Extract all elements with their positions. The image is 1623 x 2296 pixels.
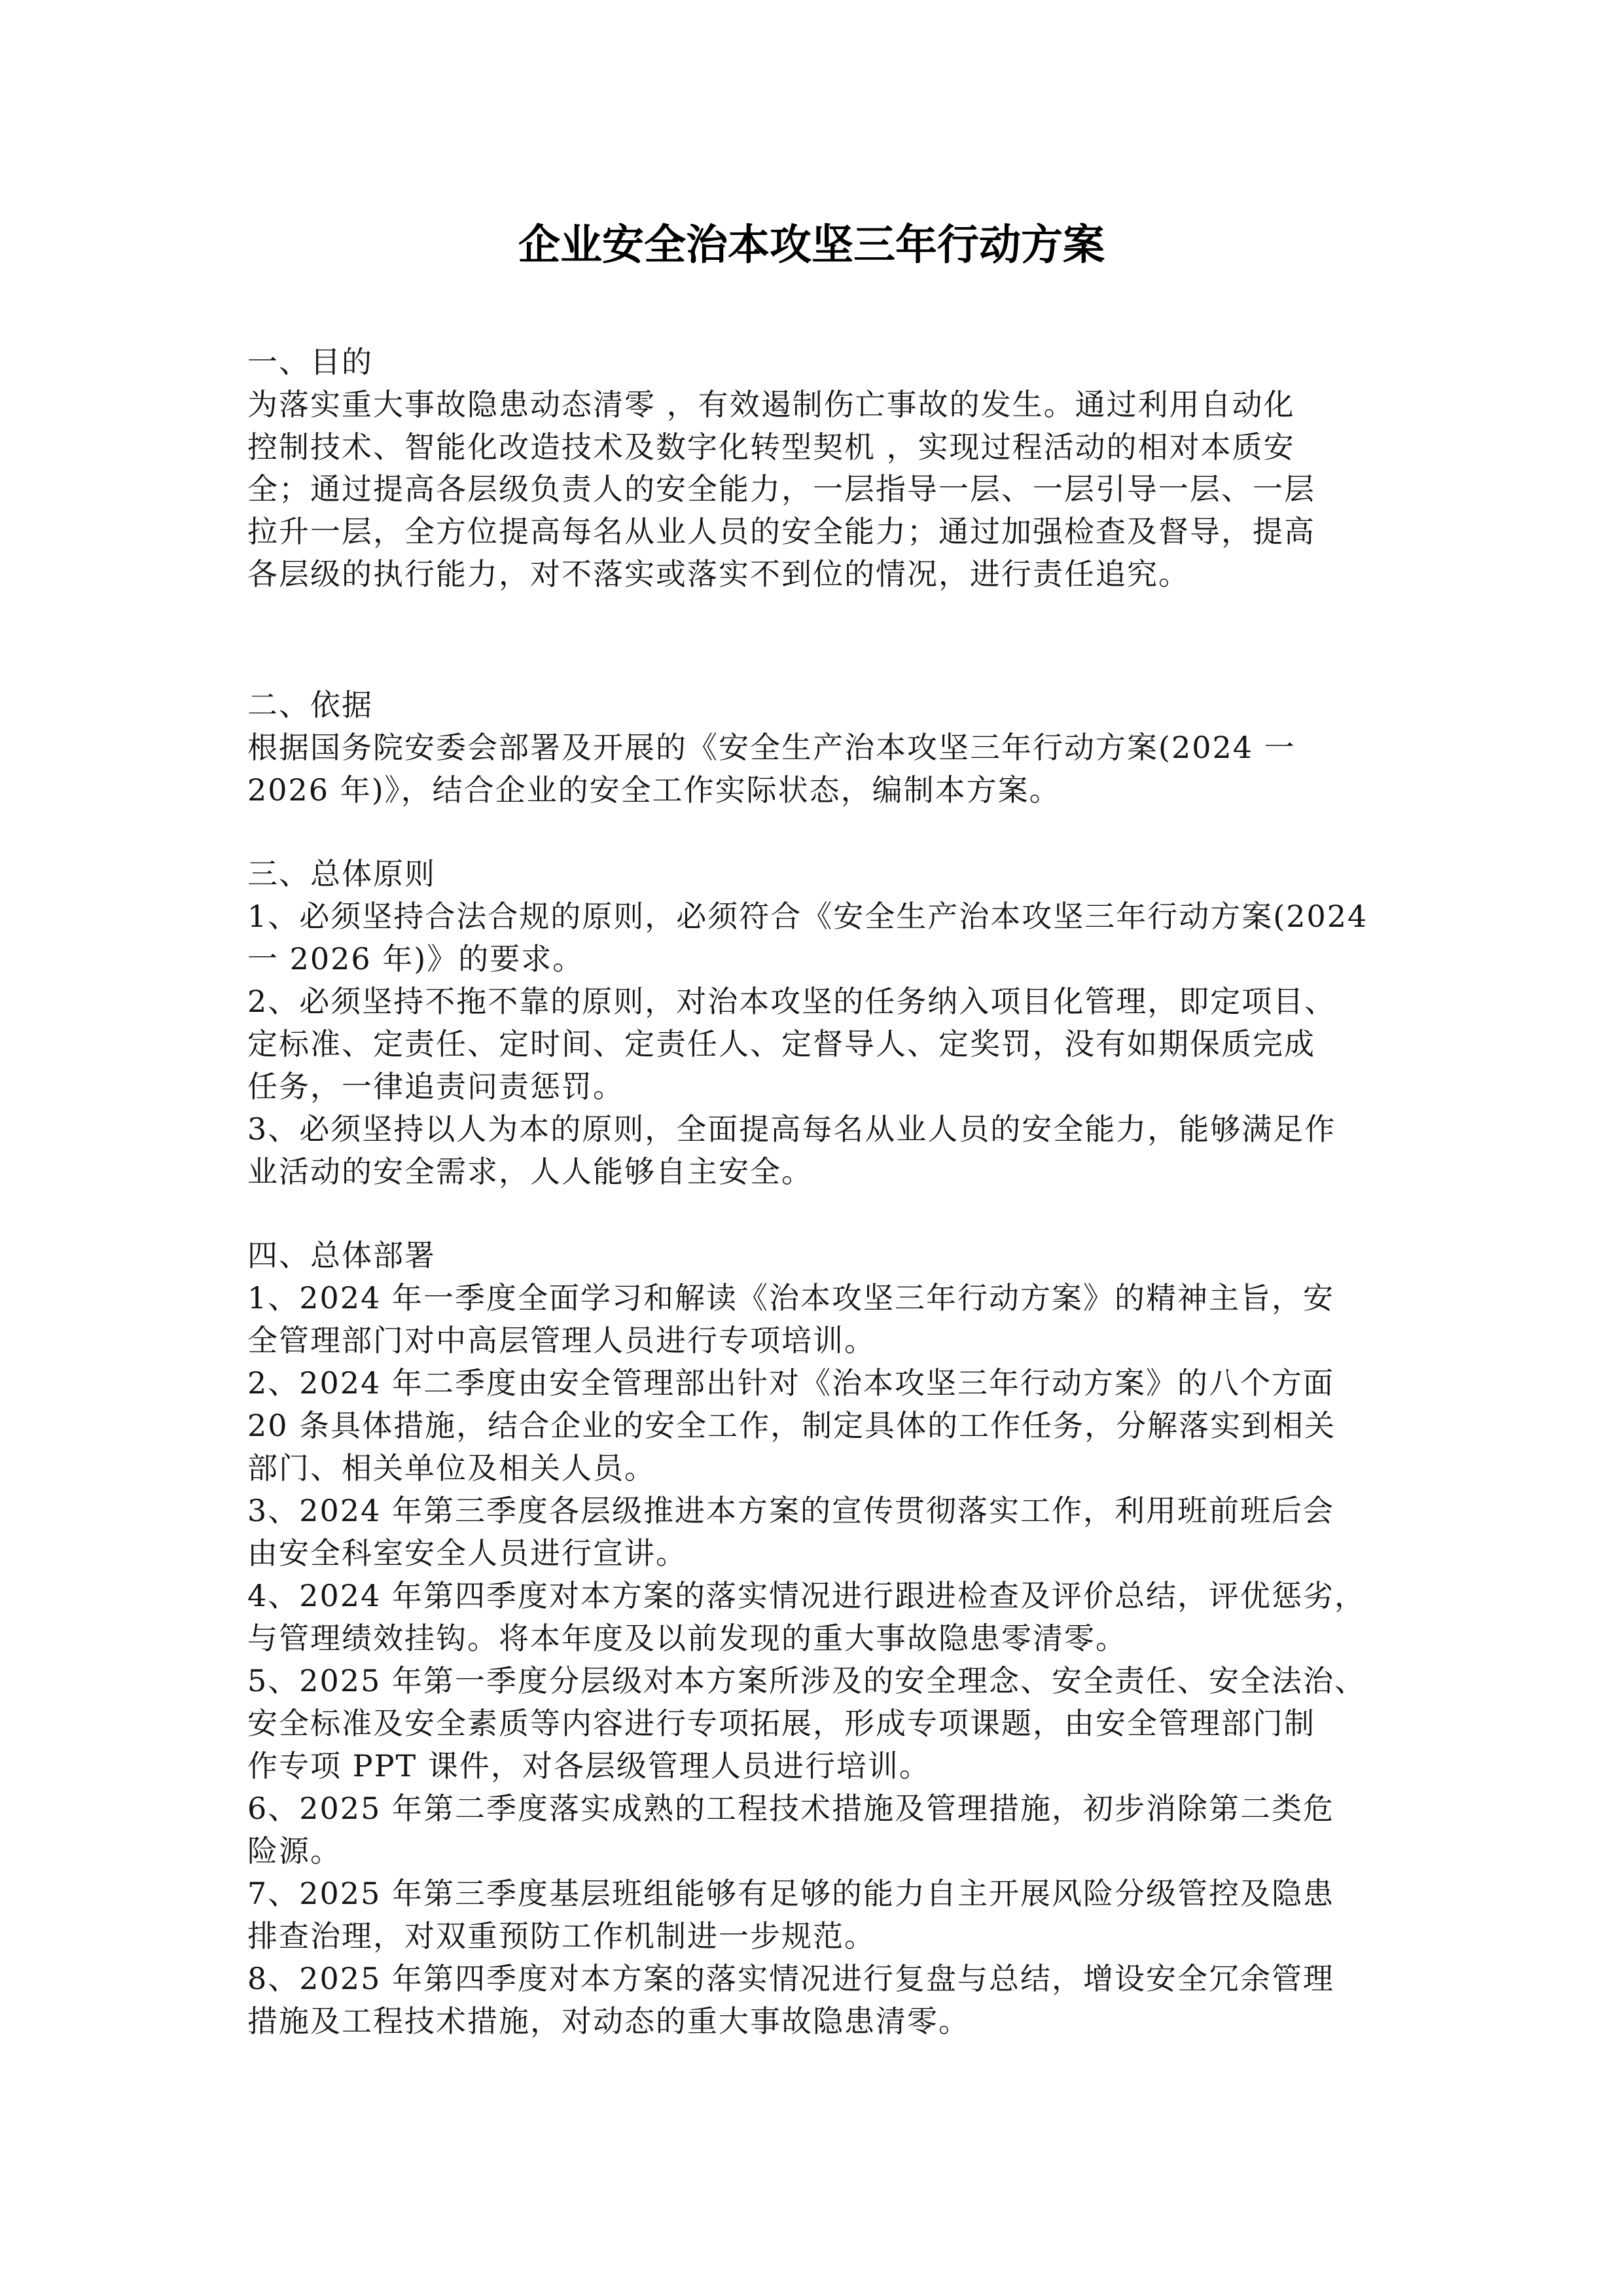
paragraph-line: 控制技术、智能化改造技术及数字化转型契机 ，实现过程活动的相对本质安 <box>247 429 1295 465</box>
paragraph-line: 措施及工程技术措施，对动态的重大事故隐患清零。 <box>247 2003 970 2039</box>
section-heading: 一、目的 <box>247 344 373 380</box>
paragraph-line: 各层级的执行能力，对不落实或落实不到位的情况，进行责任追究。 <box>247 556 1190 592</box>
paragraph-line: 与管理绩效挂钩。将本年度及以前发现的重大事故隐患零清零。 <box>247 1621 1127 1656</box>
paragraph-line: 险源。 <box>247 1833 342 1869</box>
paragraph-line: 2、2024 年二季度由安全管理部出针对《治本攻坚三年行动方案》的八个方面 <box>247 1365 1334 1401</box>
paragraph-line: 2026 年)》，结合企业的安全工作实际状态，编制本方案。 <box>247 772 1061 808</box>
paragraph-line: 4、2024 年第四季度对本方案的落实情况进行跟进检查及评价总结，评优惩劣， <box>247 1578 1366 1613</box>
paragraph-line: 拉升一层，全方位提高每名从业人员的安全能力；通过加强检查及督导，提高 <box>247 514 1315 549</box>
paragraph-line: 3、必须坚持以人为本的原则，全面提高每名从业人员的安全能力，能够满足作 <box>247 1111 1336 1147</box>
paragraph-line: 1、必须坚持合法合规的原则，必须符合《安全生产治本攻坚三年行动方案(2024 <box>247 899 1368 934</box>
paragraph-line: 由安全科室安全人员进行宣讲。 <box>247 1535 687 1571</box>
paragraph-line: 业活动的安全需求，人人能够自主安全。 <box>247 1154 813 1189</box>
paragraph-line: 6、2025 年第二季度落实成熟的工程技术措施及管理措施，初步消除第二类危 <box>247 1791 1334 1826</box>
paragraph-line: 为落实重大事故隐患动态清零 ，有效遏制伤亡事故的发生。通过利用自动化 <box>247 387 1295 422</box>
paragraph-line: 排查治理，对双重预防工作机制进一步规范。 <box>247 1918 876 1954</box>
paragraph-line: 5、2025 年第一季度分层级对本方案所涉及的安全理念、安全责任、安全法治、 <box>247 1663 1366 1698</box>
paragraph-line: 根据国务院安委会部署及开展的《安全生产治本攻坚三年行动方案(2024 一 <box>247 730 1296 765</box>
paragraph-line: 安全标准及安全素质等内容进行专项拓展，形成专项课题，由安全管理部门制 <box>247 1706 1315 1741</box>
paragraph-line: 一 2026 年)》的要求。 <box>247 941 584 977</box>
paragraph-line: 2、必须坚持不拖不靠的原则，对治本攻坚的任务纳入项目化管理，即定项目、 <box>247 984 1336 1019</box>
document-title: 企业安全治本攻坚三年行动方案 <box>518 221 1105 270</box>
paragraph-line: 部门、相关单位及相关人员。 <box>247 1450 656 1486</box>
paragraph-line: 3、2024 年第三季度各层级推进本方案的宣传贯彻落实工作，利用班前班后会 <box>247 1493 1334 1528</box>
paragraph-line: 1、2024 年一季度全面学习和解读《治本攻坚三年行动方案》的精神主旨，安 <box>247 1280 1334 1316</box>
paragraph-line: 全管理部门对中高层管理人员进行专项培训。 <box>247 1323 876 1358</box>
section-heading: 四、总体部署 <box>247 1238 436 1273</box>
section-heading: 二、依据 <box>247 687 373 723</box>
paragraph-line: 全；通过提高各层级负责人的安全能力，一层指导一层、一层引导一层、一层 <box>247 471 1315 507</box>
paragraph-line: 20 条具体措施，结合企业的安全工作，制定具体的工作任务，分解落实到相关 <box>247 1408 1336 1443</box>
paragraph-line: 作专项 PPT 课件，对各层级管理人员进行培训。 <box>247 1748 931 1784</box>
paragraph-line: 任务，一律追责问责惩罚。 <box>247 1069 624 1104</box>
paragraph-line: 7、2025 年第三季度基层班组能够有足够的能力自主开展风险分级管控及隐患 <box>247 1876 1334 1911</box>
paragraph-line: 定标准、定责任、定时间、定责任人、定督导人、定奖罚，没有如期保质完成 <box>247 1026 1315 1062</box>
paragraph-line: 8、2025 年第四季度对本方案的落实情况进行复盘与总结，增设安全冗余管理 <box>247 1961 1334 1996</box>
section-heading: 三、总体原则 <box>247 856 436 891</box>
